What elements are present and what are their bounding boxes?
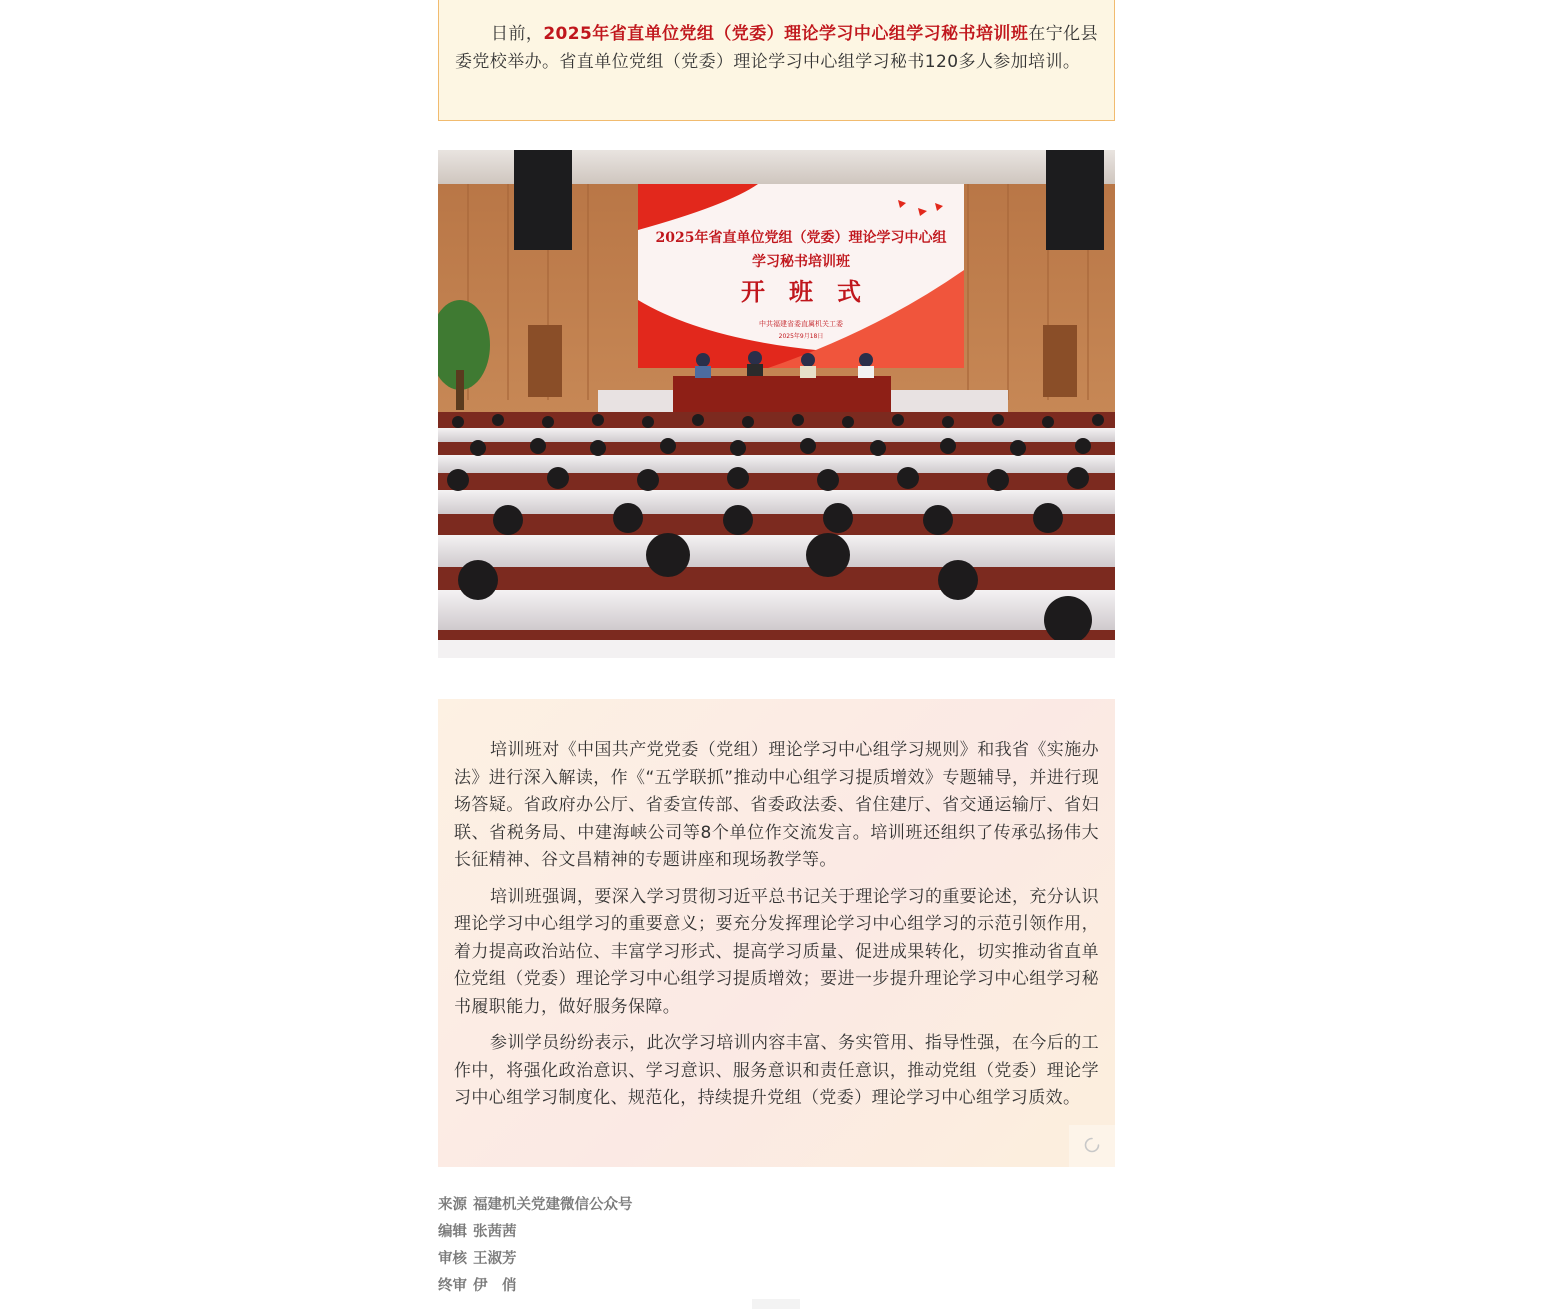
paragraph-3: 参训学员纷纷表示，此次学习培训内容丰富、务实管用、指导性强，在今后的工作中，将强化政治意识、学习意识、服务意识和责任意识，推动党组（党委）理论学习中心组学习制度化、规范化，持续提升党组（党委）理论学习中心组学习质效。	[454, 1033, 1099, 1108]
credit-editor	[438, 1220, 1115, 1247]
credit-final	[438, 1274, 1115, 1301]
screen-org: 中共福建省委直属机关工委	[759, 320, 843, 328]
credit-reviewer-value: 王淑芳	[473, 1251, 517, 1267]
paragraph-2: 培训班强调，要深入学习贯彻习近平总书记关于理论学习的重要论述，充分认识理论学习中心组学习的重要意义；要充分发挥理论学习中心组学习的示范引领作用，着力提高政治站位、丰富学习形式、提高学习质量、促进成果转化，切实推动省直单位党组（党委）理论学习中心组学习提质增效；要进一步提升理论学习中心组学习秘书履职能力，做好服务保障。	[454, 886, 1099, 1017]
credit-reviewer	[438, 1247, 1115, 1274]
screen-line2: 学习秘书培训班	[752, 254, 850, 270]
intro-box	[438, 0, 1115, 121]
screen-line3: 开 班 式	[741, 277, 861, 306]
article-body	[438, 699, 1115, 1167]
credit-final-value: 伊 俏	[473, 1278, 517, 1294]
credits	[438, 1193, 1115, 1301]
intro-suffix: 在宁化县委党校举办。省直单位党组（党委）理论学习中心组学习秘书120多人参加培训。	[455, 24, 1098, 72]
credit-source-label: 来源	[438, 1197, 467, 1213]
credit-editor-label: 编辑	[438, 1224, 467, 1240]
screen-line1: 2025年省直单位党组（党委）理论学习中心组	[655, 230, 947, 246]
paragraph-1: 培训班对《中国共产党党委（党组）理论学习中心组学习规则》和我省《实施办法》进行深入解读，作《“五学联抓”推动中心组学习提质增效》专题辅导，并进行现场答疑。省政府办公厅、省委宣传部、省委政法委、省住建厅、省交通运输厅、省妇联、省税务局、中建海峡公司等8个单位作交流发言。培训班还组织了传承弘扬伟大长征精神、谷文昌精神的专题讲座和现场教学等。	[454, 740, 1099, 870]
intro-prefix: 日前，	[491, 24, 544, 44]
screen-date: 2025年9月18日	[778, 333, 824, 340]
loading-spinner-icon	[1069, 1125, 1115, 1167]
credit-final-label: 终审	[438, 1278, 467, 1294]
credit-reviewer-label: 审核	[438, 1251, 467, 1267]
credit-source-value: 福建机关党建微信公众号	[473, 1197, 633, 1213]
credit-source	[438, 1193, 1115, 1220]
bottom-tab[interactable]	[752, 1299, 800, 1309]
event-photo[interactable]	[438, 150, 1115, 658]
intro-highlight: 2025年省直单位党组（党委）理论学习中心组学习秘书培训班	[543, 24, 1029, 44]
credit-editor-value: 张茜茜	[473, 1224, 517, 1240]
